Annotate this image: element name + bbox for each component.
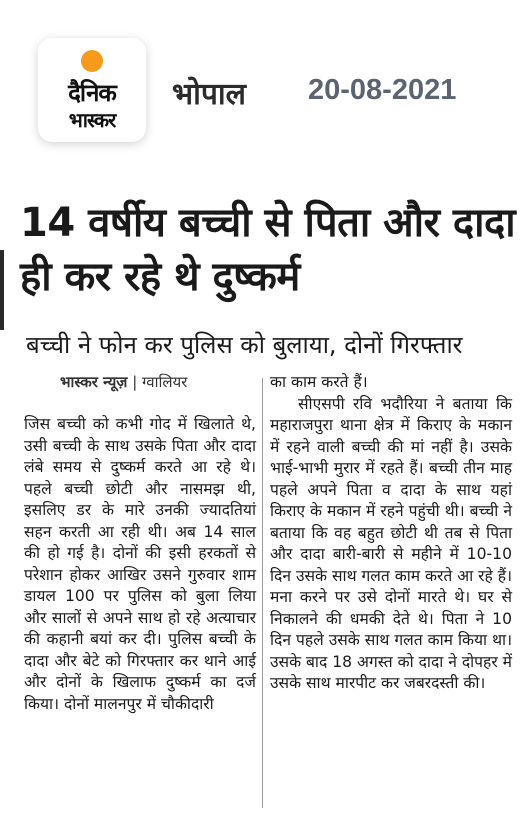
byline-separator: |: [132, 373, 143, 391]
edition-date: 20-08-2021: [308, 74, 457, 106]
column-2-continuation: का काम करते हैं।: [270, 373, 368, 391]
brand-logo: [38, 38, 146, 142]
article-subheadline: बच्ची ने फोन कर पुलिस को बुलाया, दोनों गिरफ्तार: [26, 331, 463, 359]
article-column-1: जिस बच्ची को कभी गोद में खिलाते थे, उसी बच्ची के साथ उसके पिता और दादा लंबे समय से दुष्कर्म करते आ रहे थे। पहले बच्ची छोटी और नासमझ थी, इसलिए डर के मारे उनकी ज्यादतियां सहन करती आ रही थी। अब 14 साल की हो गई है। दोनों की इसी हरकतों से परेशान होकर आखिर उसने गुरुवार शाम डायल 100 पर पुलिस को बुला लिया और सालों से अपने साथ हो रहे अत्याचार की कहानी बयां कर दी। पुलिस बच्ची के दादा और बेटे को गिरफ्तार कर थाने आई और दोनों के खिलाफ दुष्कर्म का दर्ज किया। दोनों मालनपुर में चौकीदारी: [24, 415, 256, 713]
article-column-2: [270, 372, 512, 695]
article-headline: 14 वर्षीय बच्ची से पिता और दादा ही कर रहे थे दुष्कर्म: [20, 200, 516, 300]
brand-line1: दैनिक: [68, 79, 116, 107]
left-edge-mark: [0, 250, 4, 330]
sun-icon: [81, 50, 103, 72]
edition-city: भोपाल: [172, 77, 247, 112]
brand-line2: भास्कर: [68, 108, 116, 132]
byline-source: भास्कर न्यूज़: [60, 373, 128, 391]
column-2-body: सीएसपी रवि भदौरिया ने बताया कि महाराजपुरा थाना क्षेत्र में किराए के मकान में रहने वाली बच्ची की मां नहीं है। उसके भाई-भाभी मुरार में रहते हैं। बच्ची तीन माह पहले अपने पिता व दादा के साथ यहां किराए के मकान में रहने पहुंची थी। बच्ची ने बताया कि वह बहुत छोटी थी तब से पिता और दादा बारी-बारी से महीने में 10-10 दिन उसके साथ गलत काम करते आ रहे हैं। मना करने पर उसे दोनों मारते थे। घर से निकालने की धमकी देते थे। पिता ने 10 दिन पहले उसके साथ गलत काम किया था। उसके बाद 18 अगस्त को दादा ने दोपहर में उसके साथ मारपीट कर जबरदस्ती की।: [270, 394, 512, 692]
page-header: [0, 0, 524, 185]
byline-place: ग्वालियर: [142, 373, 188, 391]
column-divider: [262, 378, 263, 808]
byline: [60, 372, 187, 392]
